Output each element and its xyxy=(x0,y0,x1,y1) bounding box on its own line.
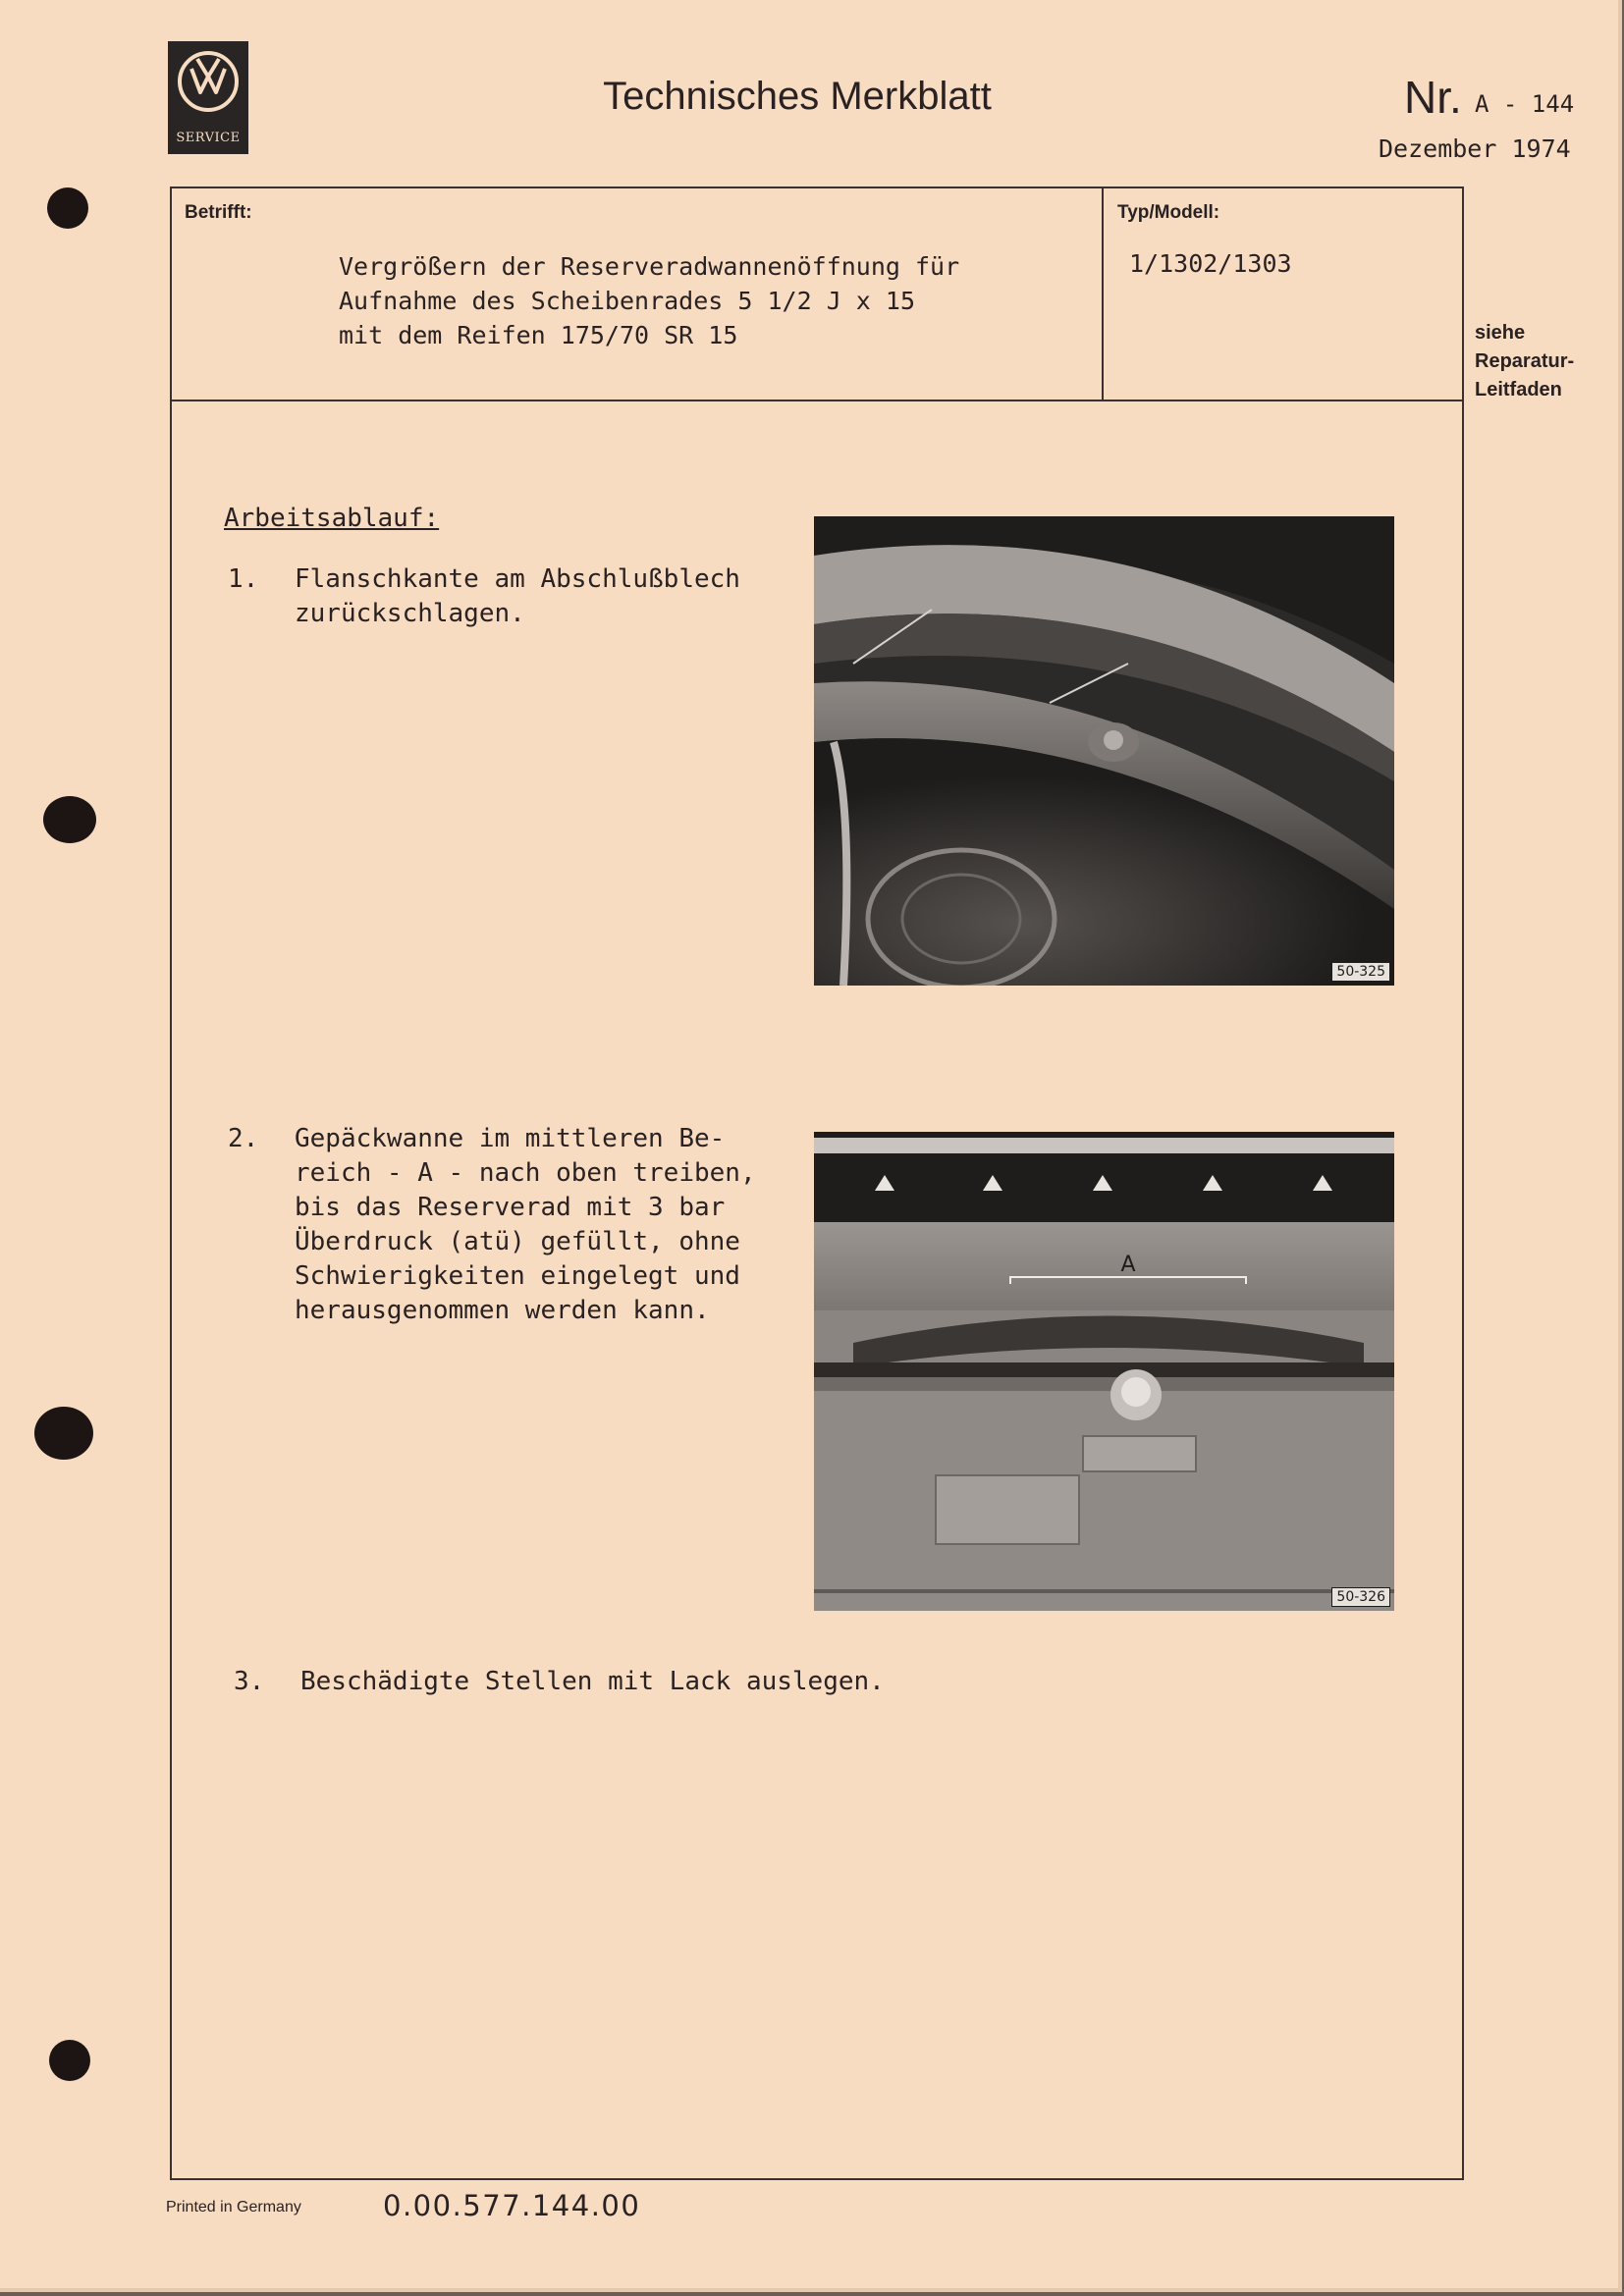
photo-label: 50-326 xyxy=(1331,1587,1390,1607)
number-label: Nr. xyxy=(1404,72,1462,123)
subject-text xyxy=(339,249,959,352)
step-line: bis das Reserverad mit 3 bar xyxy=(295,1193,726,1222)
step-number: 3. xyxy=(234,1667,265,1696)
document-code: 0.00.577.144.00 xyxy=(383,2189,641,2222)
area-marker-a: A xyxy=(1120,1253,1136,1277)
model-value: 1/1302/1303 xyxy=(1129,249,1292,278)
step-number: 1. xyxy=(228,564,259,594)
punch-hole-3 xyxy=(34,1407,93,1460)
step-3 xyxy=(234,1665,885,1699)
step-line: herausgenommen werden kann. xyxy=(295,1296,710,1325)
step-line: Überdruck (atü) gefüllt, ohne xyxy=(295,1227,740,1256)
step-number: 2. xyxy=(228,1124,259,1153)
photo-label: 50-325 xyxy=(1331,962,1390,982)
header-divider xyxy=(170,400,1464,401)
punch-hole-1 xyxy=(47,187,88,229)
step-line: Gepäckwanne im mittleren Be- xyxy=(295,1124,726,1153)
column-divider xyxy=(1102,187,1104,400)
punch-hole-4 xyxy=(49,2040,90,2081)
punch-hole-2 xyxy=(43,796,96,843)
side-note-line: Reparatur- xyxy=(1475,350,1575,372)
subject-line: mit dem Reifen 175/70 SR 15 xyxy=(339,321,738,349)
side-note xyxy=(1475,319,1574,404)
model-label: Typ/Modell: xyxy=(1117,202,1220,223)
subject-line: Aufnahme des Scheibenrades 5 1/2 J x 15 xyxy=(339,287,915,315)
side-note-line: Leitfaden xyxy=(1475,379,1562,400)
page-title: Technisches Merkblatt xyxy=(603,75,992,118)
step-1 xyxy=(228,562,740,631)
photo-flange-edge xyxy=(814,516,1394,986)
flange-photo-image xyxy=(814,516,1394,986)
document-date: Dezember 1974 xyxy=(1379,134,1571,163)
logo-service-text: SERVICE xyxy=(176,131,241,145)
step-line: zurückschlagen. xyxy=(295,599,525,628)
step-line: Schwierigkeiten eingelegt und xyxy=(295,1261,740,1291)
procedure-heading: Arbeitsablauf: xyxy=(224,504,440,533)
subject-label: Betrifft: xyxy=(185,202,252,223)
document-number: A - 144 xyxy=(1475,90,1575,118)
step-line: Beschädigte Stellen mit Lack auslegen. xyxy=(300,1667,885,1696)
printed-in-germany: Printed in Germany xyxy=(166,2199,301,2216)
tray-photo-image xyxy=(814,1132,1394,1611)
step-line: reich - A - nach oben treiben, xyxy=(295,1158,756,1188)
subject-line: Vergrößern der Reserveradwannenöffnung für xyxy=(339,252,960,281)
step-line: Flanschkante am Abschlußblech xyxy=(295,564,740,594)
photo-luggage-tray xyxy=(814,1132,1394,1611)
step-2 xyxy=(228,1122,756,1328)
side-note-line: siehe xyxy=(1475,322,1526,344)
